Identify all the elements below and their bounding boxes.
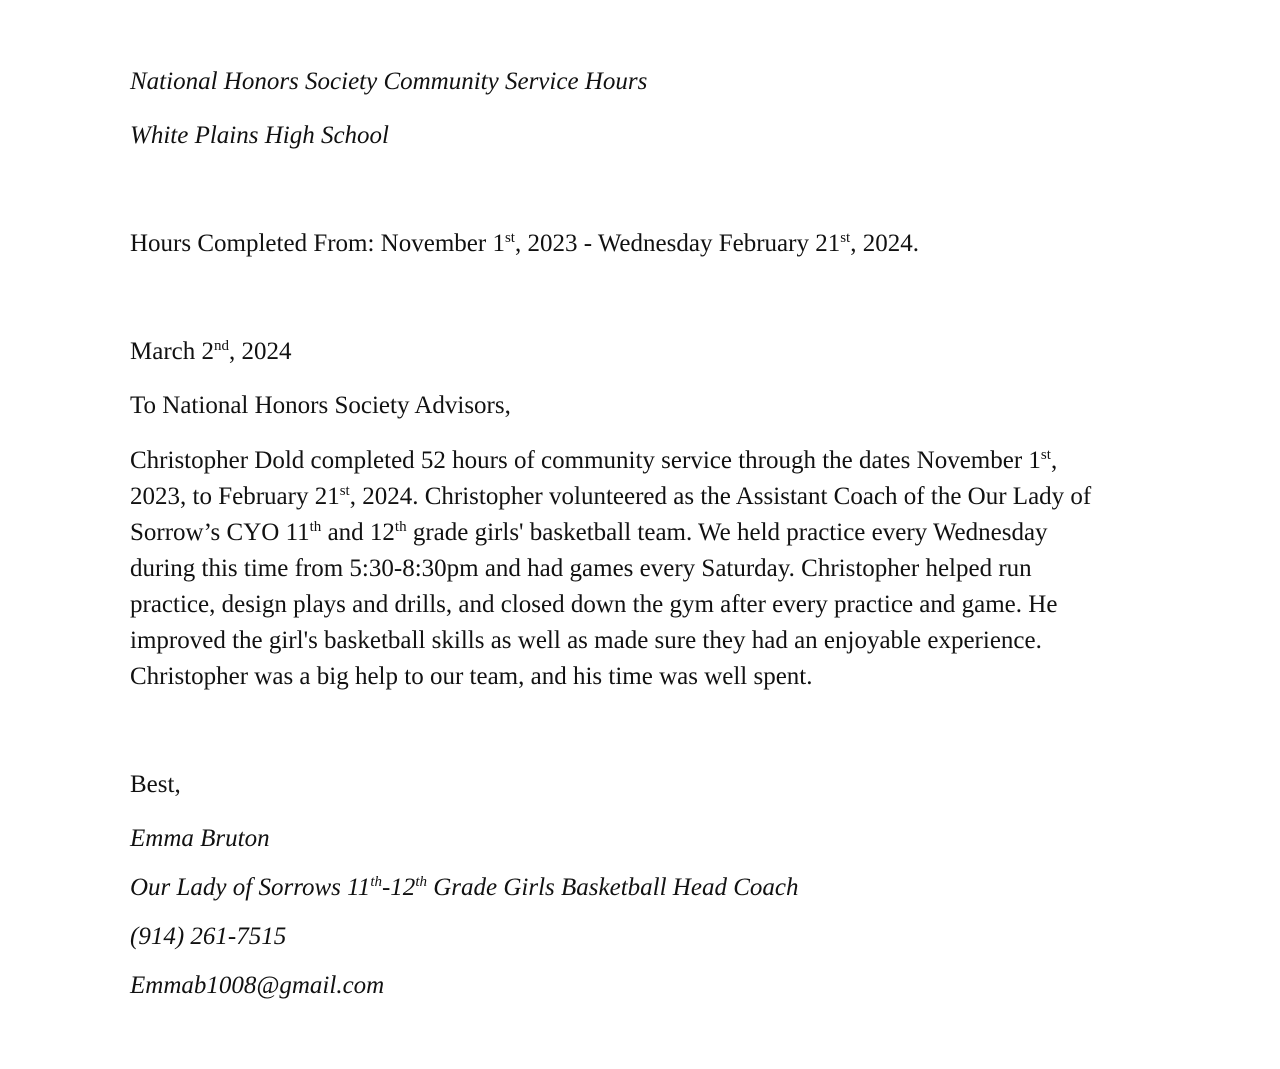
letter-date [130,334,292,370]
ordinal: st [504,230,515,246]
signature-name: Emma Bruton [130,825,270,852]
body-line: improved the girl's basketball skills as well as made sure they had an enjoyable experience. [130,627,1042,654]
signature-phone: (914) 261-7515 [130,923,287,950]
signature-title: Our Lady of Sorrows 11th-12th Grade Girls Basketball Head Coach [130,874,799,901]
body-line: Sorrow’s CYO 11th and 12th grade girls' basketball team. We held practice every Wednesday [130,519,1048,546]
body-line: during this time from 5:30-8:30pm and had games every Saturday. Christopher helped run [130,555,1032,582]
document-title: National Honors Society Community Service Hours [130,68,648,95]
hours-range-text: , 2023 - Wednesday February 21 [514,230,841,257]
ordinal: nd [214,338,229,354]
salutation: To National Honors Society Advisors, [130,392,511,419]
hours-range-text: Hours Completed From: November 1 [130,230,505,257]
ordinal: st [840,230,851,246]
closing: Best, [130,771,181,798]
date-text: , 2024 [229,338,292,365]
letter-body [130,443,1190,695]
body-line: Christopher Dold completed 52 hours of community service through the dates November 1st, [130,447,1058,474]
date-text: March 2 [130,338,214,365]
signature-email: Emmab1008@gmail.com [130,972,385,999]
body-line: practice, design plays and drills, and closed down the gym after every practice and game. He [130,591,1058,618]
school-name: White Plains High School [130,122,389,149]
body-line: Christopher was a big help to our team, and his time was well spent. [130,663,813,690]
hours-range-text: , 2024. [850,230,919,257]
hours-range [130,226,919,262]
body-line: 2023, to February 21st, 2024. Christopher volunteered as the Assistant Coach of the Our Lady of [130,483,1092,510]
